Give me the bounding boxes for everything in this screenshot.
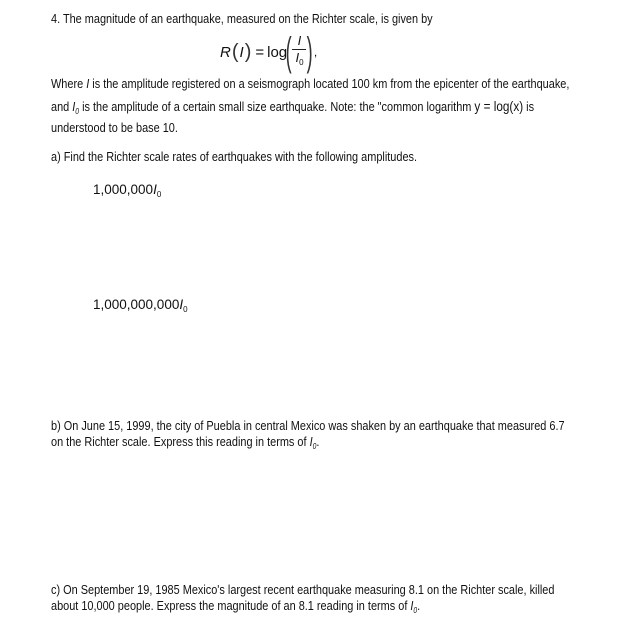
description-line-2 (51, 98, 626, 116)
amplitude-sub: 0 (183, 305, 188, 314)
description-line-1 (51, 76, 640, 91)
amplitude-var: I (179, 297, 184, 312)
part-b-line-1 (51, 418, 640, 433)
formula-big-paren-close: ) (307, 30, 314, 74)
part-c-text: about 10,000 people. Express the magnitude of an 8.1 reading in terms of (51, 598, 411, 613)
desc-var-i: I (86, 76, 90, 91)
part-b-period: . (316, 434, 320, 449)
part-c-text: c) On September 19, 1985 Mexico's largest recent earthquake measuring 8.1 on the Richter scale, killed (51, 582, 555, 597)
description-line-3 (51, 120, 202, 135)
richter-formula (220, 30, 317, 74)
part-c-line-2 (51, 598, 491, 615)
fraction-numerator: I (297, 33, 302, 48)
part-c-period: . (417, 598, 421, 613)
amplitude-value: 1,000,000 (93, 182, 154, 197)
formula-paren-close: ) (244, 41, 252, 63)
amplitude-item (93, 297, 188, 314)
denominator-var: I (295, 50, 300, 65)
desc-text: understood to be base 10. (51, 120, 178, 135)
desc-var-i0: I (72, 99, 76, 114)
formula-comma: , (313, 45, 318, 59)
desc-text: is the amplitude of a certain small size earthquake. Note: the "common logarithm (79, 99, 475, 114)
part-c-var: I (410, 598, 414, 613)
denominator-sub: 0 (299, 58, 304, 67)
part-a-prompt (51, 149, 487, 164)
part-c-line-1 (51, 582, 640, 597)
part-b-var: I (309, 434, 313, 449)
part-b-text: b) On June 15, 1999, the city of Puebla in central Mexico was shaken by an earthquake that measured 6.7 (51, 418, 565, 433)
problem-statement (51, 11, 505, 26)
fraction-denominator (295, 51, 303, 70)
part-b-text: on the Richter scale. Express this reading in terms of (51, 434, 310, 449)
formula-fraction (292, 34, 306, 70)
amplitude-sub: 0 (156, 190, 162, 199)
formula-paren-open: ( (231, 41, 239, 63)
part-c-sub: 0 (413, 606, 418, 615)
formula-big-paren-open: ( (285, 30, 292, 74)
desc-text: Where (51, 76, 87, 91)
desc-var-sub: 0 (75, 107, 80, 116)
formula-log: log (267, 43, 288, 61)
formula-var: I (239, 43, 244, 61)
desc-text: is the amplitude registered on a seismograph located 100 km from the epicenter of the earthquake, (89, 76, 570, 91)
part-b-line-2 (51, 434, 371, 451)
formula-lhs: R (220, 43, 231, 61)
problem-intro: 4. The magnitude of an earthquake, measured on the Richter scale, is given by (51, 11, 433, 26)
amplitude-var: I (153, 182, 157, 197)
desc-text: is (523, 99, 535, 114)
log-expression: y = log(x) (474, 98, 524, 114)
desc-text: and (51, 99, 73, 114)
amplitude-value: 1,000,000,000 (93, 297, 180, 312)
part-a-text: a) Find the Richter scale rates of earthquakes with the following amplitudes. (51, 149, 418, 164)
formula-equals: = (255, 43, 265, 61)
amplitude-item (93, 182, 161, 199)
part-b-sub: 0 (312, 442, 317, 451)
